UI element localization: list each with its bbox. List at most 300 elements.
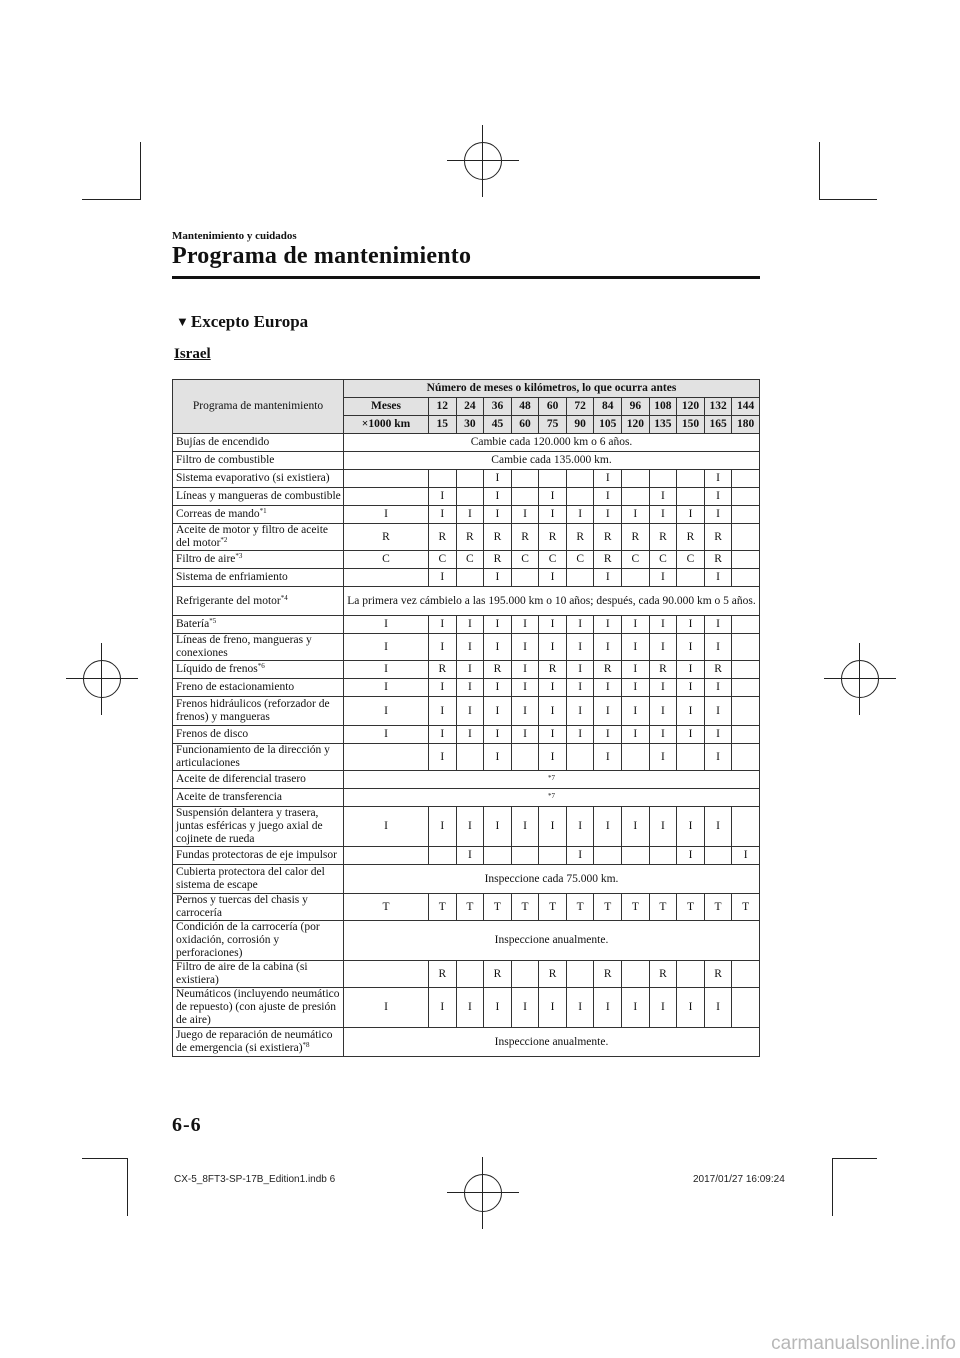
schedule-cell: R xyxy=(649,524,677,551)
schedule-cell xyxy=(732,616,760,634)
schedule-cell: I xyxy=(622,807,650,847)
schedule-cell: R xyxy=(594,551,622,569)
schedule-cell xyxy=(622,847,650,865)
item-label-text: Batería xyxy=(176,618,210,630)
schedule-cell: C xyxy=(677,551,705,569)
schedule-cell: I xyxy=(649,616,677,634)
table-row xyxy=(173,524,760,551)
item-label xyxy=(173,569,344,587)
table-row xyxy=(173,961,760,988)
item-label-text: Pernos y tuercas del chasis y carrocería xyxy=(176,894,308,919)
title-divider xyxy=(172,276,760,279)
schedule-cell: I xyxy=(649,569,677,587)
schedule-cell: I xyxy=(344,506,429,524)
schedule-cell: R xyxy=(484,961,512,988)
item-label xyxy=(173,470,344,488)
schedule-cell: R xyxy=(484,524,512,551)
km-header-cell: 15 xyxy=(429,416,457,434)
table-row xyxy=(173,470,760,488)
schedule-cell: I xyxy=(484,488,512,506)
schedule-cell: I xyxy=(704,744,732,771)
schedule-cell: C xyxy=(539,551,567,569)
schedule-cell xyxy=(429,847,457,865)
schedule-cell: I xyxy=(484,679,512,697)
footnote-ref: *7 xyxy=(548,791,555,800)
triangle-down-icon: ▼ xyxy=(176,314,189,329)
item-label xyxy=(173,587,344,616)
schedule-cell xyxy=(511,488,539,506)
schedule-cell: I xyxy=(566,634,594,661)
table-row xyxy=(173,697,760,726)
schedule-cell: I xyxy=(677,616,705,634)
schedule-cell: I xyxy=(594,470,622,488)
schedule-cell xyxy=(622,470,650,488)
schedule-cell xyxy=(732,744,760,771)
schedule-cell: I xyxy=(677,988,705,1028)
schedule-cell: R xyxy=(704,524,732,551)
months-header-cell: 96 xyxy=(622,398,650,416)
item-label xyxy=(173,679,344,697)
schedule-cell: I xyxy=(566,988,594,1028)
schedule-cell: I xyxy=(566,807,594,847)
item-label-text: Refrigerante del motor xyxy=(176,594,281,607)
schedule-cell: I xyxy=(649,697,677,726)
schedule-cell xyxy=(344,470,429,488)
corner-label: Programa de mantenimiento xyxy=(173,380,344,434)
schedule-cell: I xyxy=(594,616,622,634)
maintenance-table xyxy=(172,379,760,1057)
footnote-only-cell xyxy=(344,789,760,807)
schedule-cell: I xyxy=(704,488,732,506)
item-label xyxy=(173,726,344,744)
table-row xyxy=(173,679,760,697)
schedule-cell: T xyxy=(429,894,457,921)
table-row xyxy=(173,1028,760,1057)
schedule-cell: I xyxy=(344,679,429,697)
schedule-cell: I xyxy=(484,569,512,587)
schedule-cell xyxy=(344,744,429,771)
schedule-cell: I xyxy=(511,679,539,697)
schedule-cell xyxy=(732,697,760,726)
months-header-cell: 36 xyxy=(484,398,512,416)
item-label xyxy=(173,434,344,452)
schedule-cell: I xyxy=(429,988,457,1028)
region-heading-text: Excepto Europa xyxy=(190,312,309,331)
schedule-cell xyxy=(732,634,760,661)
schedule-cell: R xyxy=(704,961,732,988)
schedule-cell: I xyxy=(511,807,539,847)
schedule-cell: I xyxy=(704,726,732,744)
item-label-text: Condición de la carrocería (por oxidación, corrosión y perforaciones) xyxy=(176,921,320,959)
schedule-cell xyxy=(732,569,760,587)
item-label-text: Frenos hidráulicos (reforzador de frenos) y mangueras xyxy=(176,698,330,723)
item-label xyxy=(173,865,344,894)
schedule-cell: R xyxy=(649,961,677,988)
schedule-cell: I xyxy=(677,634,705,661)
km-header-cell: 180 xyxy=(732,416,760,434)
schedule-cell: I xyxy=(539,506,567,524)
months-header-cell: 72 xyxy=(566,398,594,416)
schedule-cell: I xyxy=(344,726,429,744)
schedule-cell: I xyxy=(539,697,567,726)
footnote-only-cell xyxy=(344,771,760,789)
schedule-cell xyxy=(732,726,760,744)
schedule-cell: R xyxy=(539,661,567,679)
schedule-cell xyxy=(484,847,512,865)
schedule-cell xyxy=(677,961,705,988)
item-label-text: Líneas y mangueras de combustible xyxy=(176,490,341,502)
schedule-cell xyxy=(511,847,539,865)
km-header-cell: 105 xyxy=(594,416,622,434)
schedule-cell: T xyxy=(566,894,594,921)
item-label-text: Aceite de diferencial trasero xyxy=(176,773,306,785)
schedule-cell: I xyxy=(594,506,622,524)
schedule-cell: I xyxy=(622,726,650,744)
item-label-text: Neumáticos (incluyendo neumático de repuesto) (con ajuste de presión de aire) xyxy=(176,988,340,1026)
schedule-cell: C xyxy=(344,551,429,569)
schedule-cell: I xyxy=(484,726,512,744)
schedule-cell xyxy=(704,847,732,865)
schedule-cell: I xyxy=(649,726,677,744)
table-row xyxy=(173,894,760,921)
schedule-cell: I xyxy=(566,616,594,634)
schedule-cell: C xyxy=(456,551,484,569)
item-label xyxy=(173,551,344,569)
km-header-cell: 60 xyxy=(511,416,539,434)
schedule-cell: R xyxy=(649,661,677,679)
item-label xyxy=(173,807,344,847)
schedule-cell: I xyxy=(704,679,732,697)
schedule-cell: I xyxy=(594,988,622,1028)
schedule-cell: I xyxy=(594,697,622,726)
item-label-text: Sistema evaporativo (si existiera) xyxy=(176,472,330,484)
schedule-cell: I xyxy=(484,807,512,847)
item-label xyxy=(173,524,344,551)
interval-note: Inspeccione anualmente. xyxy=(344,921,760,961)
schedule-cell: I xyxy=(429,506,457,524)
schedule-cell: I xyxy=(484,744,512,771)
schedule-cell: I xyxy=(539,634,567,661)
interval-note: La primera vez cámbielo a las 195.000 km o 10 años; después, cada 90.000 km o 5 años. xyxy=(344,587,760,616)
schedule-cell xyxy=(344,847,429,865)
schedule-cell: I xyxy=(539,616,567,634)
schedule-cell: I xyxy=(566,506,594,524)
schedule-cell xyxy=(677,569,705,587)
schedule-cell: I xyxy=(344,616,429,634)
schedule-cell: I xyxy=(704,616,732,634)
schedule-cell: I xyxy=(539,488,567,506)
schedule-cell xyxy=(456,744,484,771)
page-title: Programa de mantenimiento xyxy=(172,243,472,269)
schedule-cell: I xyxy=(344,634,429,661)
footnote-ref: *5 xyxy=(209,617,217,625)
schedule-cell: C xyxy=(649,551,677,569)
schedule-cell xyxy=(511,744,539,771)
months-header-cell: 132 xyxy=(704,398,732,416)
schedule-cell xyxy=(511,569,539,587)
schedule-cell: I xyxy=(484,616,512,634)
schedule-cell: I xyxy=(456,988,484,1028)
schedule-cell: I xyxy=(677,697,705,726)
table-row xyxy=(173,569,760,587)
item-label-text: Funcionamiento de la dirección y articulaciones xyxy=(176,744,330,769)
interval-note: Inspeccione anualmente. xyxy=(344,1028,760,1057)
schedule-cell: I xyxy=(539,679,567,697)
schedule-cell: I xyxy=(344,807,429,847)
km-label: ×1000 km xyxy=(344,416,429,434)
schedule-cell: I xyxy=(594,744,622,771)
schedule-cell: I xyxy=(594,807,622,847)
schedule-cell: I xyxy=(649,506,677,524)
table-row xyxy=(173,634,760,661)
schedule-cell: R xyxy=(594,961,622,988)
schedule-cell xyxy=(622,744,650,771)
schedule-cell: I xyxy=(344,988,429,1028)
country-heading: Israel xyxy=(174,346,211,362)
schedule-cell xyxy=(566,470,594,488)
schedule-cell: R xyxy=(539,961,567,988)
schedule-cell: R xyxy=(429,661,457,679)
schedule-cell: I xyxy=(429,679,457,697)
schedule-cell: I xyxy=(649,679,677,697)
schedule-cell xyxy=(539,470,567,488)
schedule-cell: I xyxy=(344,661,429,679)
schedule-cell: C xyxy=(566,551,594,569)
schedule-cell xyxy=(732,807,760,847)
schedule-cell: I xyxy=(622,634,650,661)
schedule-cell: T xyxy=(704,894,732,921)
item-label-text: Líquido de frenos xyxy=(176,663,258,675)
schedule-cell xyxy=(594,847,622,865)
km-header-cell: 120 xyxy=(622,416,650,434)
item-label xyxy=(173,616,344,634)
schedule-cell: T xyxy=(594,894,622,921)
schedule-cell: R xyxy=(539,524,567,551)
months-header-cell: 12 xyxy=(429,398,457,416)
table-row xyxy=(173,587,760,616)
km-header-cell: 45 xyxy=(484,416,512,434)
schedule-cell xyxy=(677,470,705,488)
schedule-cell: I xyxy=(429,807,457,847)
item-label xyxy=(173,789,344,807)
schedule-cell: I xyxy=(704,807,732,847)
schedule-cell: I xyxy=(429,744,457,771)
schedule-cell: I xyxy=(566,661,594,679)
months-header-cell: 24 xyxy=(456,398,484,416)
schedule-cell: I xyxy=(484,634,512,661)
schedule-cell: I xyxy=(484,506,512,524)
schedule-cell: I xyxy=(484,697,512,726)
schedule-cell: R xyxy=(622,524,650,551)
schedule-cell: R xyxy=(344,524,429,551)
item-label-text: Aceite de motor y filtro de aceite del motor xyxy=(176,524,328,549)
footnote-ref: *8 xyxy=(302,1041,310,1049)
schedule-cell: I xyxy=(649,988,677,1028)
schedule-cell: I xyxy=(704,569,732,587)
schedule-cell: R xyxy=(704,551,732,569)
schedule-cell: I xyxy=(429,634,457,661)
item-label xyxy=(173,697,344,726)
table-row xyxy=(173,488,760,506)
interval-note: Cambie cada 120.000 km o 6 años. xyxy=(344,434,760,452)
item-label xyxy=(173,506,344,524)
schedule-cell: T xyxy=(484,894,512,921)
km-header-cell: 30 xyxy=(456,416,484,434)
schedule-cell xyxy=(732,488,760,506)
schedule-cell: I xyxy=(539,988,567,1028)
schedule-cell: I xyxy=(677,661,705,679)
schedule-cell: T xyxy=(539,894,567,921)
schedule-cell: I xyxy=(677,679,705,697)
footnote-ref: *4 xyxy=(280,593,288,602)
schedule-cell xyxy=(732,961,760,988)
schedule-cell: R xyxy=(456,524,484,551)
item-label-text: Filtro de aire xyxy=(176,553,236,565)
footer-file: CX-5_8FT3-SP-17B_Edition1.indb 6 xyxy=(174,1174,336,1185)
table-row xyxy=(173,771,760,789)
schedule-cell: I xyxy=(677,807,705,847)
schedule-cell: I xyxy=(566,847,594,865)
schedule-cell: I xyxy=(539,807,567,847)
table-row xyxy=(173,921,760,961)
months-header-cell: 108 xyxy=(649,398,677,416)
item-label-text: Bujías de encendido xyxy=(176,436,270,448)
schedule-cell: R xyxy=(511,524,539,551)
schedule-cell xyxy=(677,744,705,771)
schedule-cell: I xyxy=(429,569,457,587)
schedule-cell: T xyxy=(732,894,760,921)
schedule-cell: I xyxy=(622,697,650,726)
schedule-cell: I xyxy=(456,616,484,634)
item-label xyxy=(173,488,344,506)
schedule-cell: I xyxy=(566,697,594,726)
schedule-cell: I xyxy=(594,634,622,661)
schedule-cell: I xyxy=(594,569,622,587)
item-label-text: Suspensión delantera y trasera, juntas esféricas y juego axial de cojinete de rueda xyxy=(176,807,323,845)
schedule-cell: I xyxy=(649,634,677,661)
schedule-cell: I xyxy=(704,634,732,661)
table-row xyxy=(173,551,760,569)
section-label: Mantenimiento y cuidados xyxy=(172,230,297,242)
region-heading xyxy=(176,312,308,332)
schedule-cell: I xyxy=(484,988,512,1028)
schedule-cell xyxy=(566,569,594,587)
item-label-text: Sistema de enfriamiento xyxy=(176,571,288,583)
schedule-cell: I xyxy=(649,807,677,847)
schedule-cell: T xyxy=(344,894,429,921)
months-header-cell: 60 xyxy=(539,398,567,416)
schedule-cell: I xyxy=(622,679,650,697)
table-row xyxy=(173,616,760,634)
months-header-cell: 84 xyxy=(594,398,622,416)
schedule-cell: I xyxy=(622,988,650,1028)
schedule-cell xyxy=(539,847,567,865)
schedule-cell: I xyxy=(677,506,705,524)
schedule-cell xyxy=(566,961,594,988)
table-row xyxy=(173,434,760,452)
schedule-cell: I xyxy=(456,726,484,744)
schedule-cell: I xyxy=(344,697,429,726)
item-label xyxy=(173,894,344,921)
schedule-cell: I xyxy=(622,661,650,679)
schedule-cell: I xyxy=(484,470,512,488)
schedule-cell: T xyxy=(456,894,484,921)
schedule-cell: I xyxy=(511,506,539,524)
schedule-cell: I xyxy=(539,726,567,744)
schedule-cell xyxy=(732,988,760,1028)
item-label xyxy=(173,847,344,865)
schedule-cell xyxy=(429,470,457,488)
footer-date: 2017/01/27 16:09:24 xyxy=(693,1174,785,1185)
km-header-cell: 150 xyxy=(677,416,705,434)
item-label xyxy=(173,988,344,1028)
maintenance-table-body xyxy=(173,434,760,1057)
schedule-cell: I xyxy=(456,661,484,679)
schedule-cell: I xyxy=(511,634,539,661)
km-header-cell: 135 xyxy=(649,416,677,434)
schedule-cell: I xyxy=(511,697,539,726)
item-label xyxy=(173,661,344,679)
schedule-cell: I xyxy=(511,726,539,744)
schedule-cell: I xyxy=(649,744,677,771)
table-row xyxy=(173,789,760,807)
schedule-cell xyxy=(344,961,429,988)
schedule-cell xyxy=(732,470,760,488)
watermark: carmanualsonline.info xyxy=(771,1333,956,1354)
footnote-ref: *1 xyxy=(259,507,267,515)
schedule-cell xyxy=(732,551,760,569)
item-label-text: Correas de mando xyxy=(176,508,260,520)
months-header-cell: 48 xyxy=(511,398,539,416)
schedule-cell xyxy=(511,961,539,988)
schedule-cell: I xyxy=(594,488,622,506)
schedule-cell xyxy=(622,488,650,506)
schedule-cell xyxy=(732,661,760,679)
schedule-cell xyxy=(622,961,650,988)
footnote-ref: *3 xyxy=(235,552,243,560)
table-row xyxy=(173,865,760,894)
item-label xyxy=(173,921,344,961)
schedule-cell xyxy=(511,470,539,488)
item-label-text: Frenos de disco xyxy=(176,728,249,740)
item-label-text: Aceite de transferencia xyxy=(176,791,282,803)
schedule-cell: T xyxy=(511,894,539,921)
schedule-cell: C xyxy=(429,551,457,569)
schedule-cell: T xyxy=(677,894,705,921)
item-label xyxy=(173,771,344,789)
item-label-text: Líneas de freno, mangueras y conexiones xyxy=(176,634,312,659)
months-header-cell: 144 xyxy=(732,398,760,416)
schedule-cell: I xyxy=(456,679,484,697)
schedule-cell xyxy=(344,569,429,587)
schedule-cell: R xyxy=(566,524,594,551)
schedule-cell: I xyxy=(456,847,484,865)
schedule-cell: I xyxy=(456,697,484,726)
schedule-cell: I xyxy=(677,847,705,865)
schedule-cell: I xyxy=(511,661,539,679)
schedule-cell: I xyxy=(704,506,732,524)
schedule-cell: I xyxy=(456,506,484,524)
interval-note: Cambie cada 135.000 km. xyxy=(344,452,760,470)
schedule-cell: C xyxy=(511,551,539,569)
km-header-cell: 165 xyxy=(704,416,732,434)
schedule-cell: I xyxy=(456,807,484,847)
item-label-text: Fundas protectoras de eje impulsor xyxy=(176,849,337,861)
schedule-cell: R xyxy=(484,551,512,569)
schedule-cell: T xyxy=(649,894,677,921)
schedule-cell xyxy=(456,470,484,488)
table-row xyxy=(173,506,760,524)
